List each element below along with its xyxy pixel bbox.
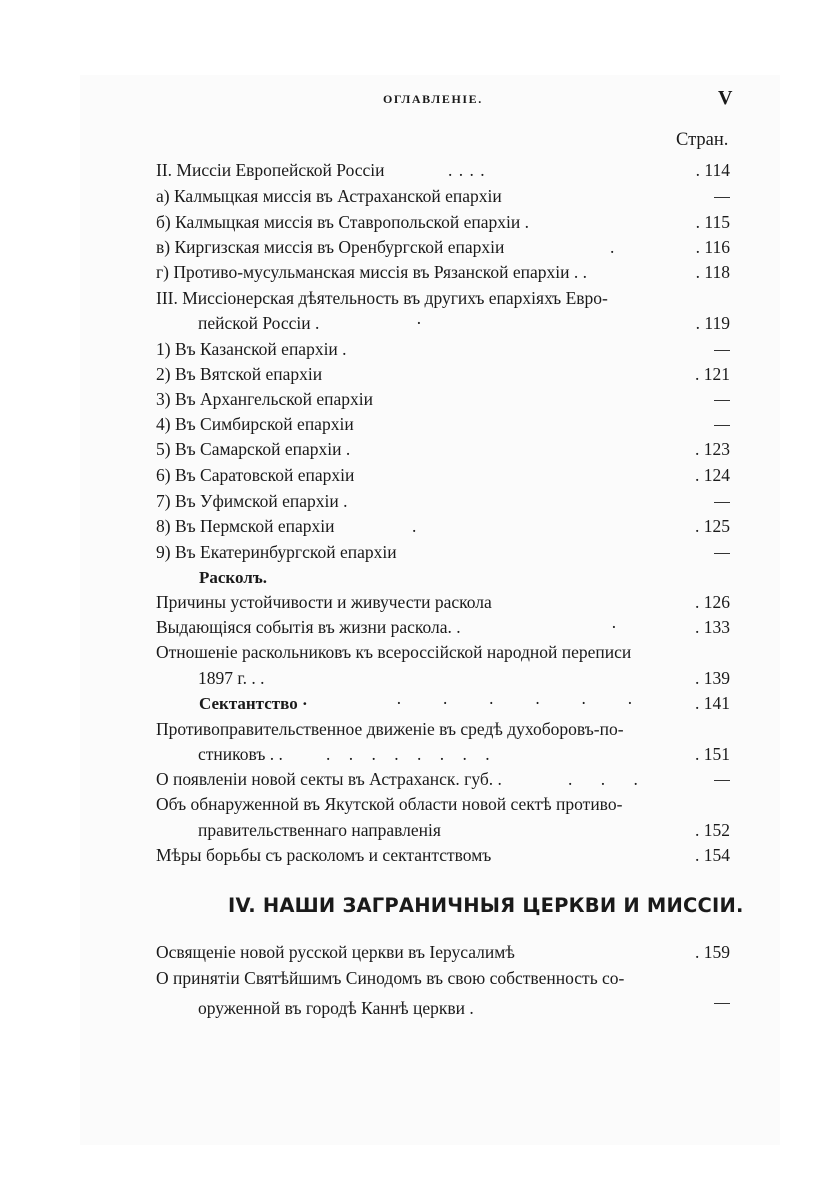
toc-entry — [156, 337, 730, 362]
toc-entry — [156, 742, 730, 767]
ditto-dash — [714, 350, 730, 351]
toc-entry — [156, 463, 730, 488]
toc-entry-text: 9) Въ Екатеринбургской епархіи — [156, 542, 397, 562]
toc-entry-text: оруженной въ городѣ Каннѣ церкви . — [198, 998, 474, 1018]
toc-entry-text: правительственнаго направленія — [198, 820, 441, 840]
toc-entry-page: . 114 — [695, 160, 730, 180]
toc-entry — [156, 286, 730, 311]
toc-entry-ditto — [714, 540, 730, 565]
toc-entry-text: 3) Въ Архангельской епархіи — [156, 389, 374, 409]
toc-entry — [156, 792, 730, 817]
subsection-heading-text: Сектантство · — [199, 694, 308, 713]
toc-entry-text: III. Миссіонерская дѣятельность въ другихъ епархіяхъ Евро- — [156, 288, 608, 308]
toc-entry-ditto — [714, 184, 730, 209]
toc-entry-text: О появленіи новой секты въ Астраханск. губ. . — [156, 769, 502, 789]
toc-entry-text: 7) Въ Уфимской епархіи . — [156, 491, 348, 511]
toc-entry-page: . 141 — [695, 693, 730, 713]
toc-entry-page: . 119 — [695, 313, 730, 333]
toc-entry — [156, 640, 730, 665]
toc-entry — [156, 184, 730, 209]
toc-leader-dots: · — [416, 313, 423, 333]
toc-leader-dots: . . . — [568, 769, 639, 789]
ditto-dash — [714, 197, 730, 198]
page-column-label: Стран. — [676, 130, 729, 150]
toc-entry — [156, 489, 730, 514]
toc-entry-text: а) Калмыцкая миссія въ Астраханской епархіи — [156, 186, 502, 206]
toc-entry-text: 6) Въ Саратовской епархіи — [156, 465, 355, 485]
toc-entry — [156, 767, 730, 792]
toc-leader-dots: . — [412, 516, 418, 536]
subsection-heading-text: Расколъ. — [199, 568, 267, 587]
toc-entry-text: г) Противо-мусульманская миссія въ Рязанской епархіи . . — [156, 262, 588, 282]
toc-entry-page: . 159 — [695, 942, 730, 962]
subsection-heading — [156, 565, 730, 590]
toc-entry-text: Выдающіяся событія въ жизни раскола. . — [156, 617, 461, 637]
section-title: IV. НАШИ ЗАГРАНИЧНЫЯ ЦЕРКВИ И МИССІИ. — [228, 894, 744, 917]
toc-entry — [156, 717, 730, 742]
toc-entry-page: . 126 — [695, 592, 730, 612]
toc-entry-text: Противоправительственное движеніе въ средѣ духоборовъ-по- — [156, 719, 624, 739]
toc-entry — [156, 940, 730, 965]
toc-entry — [156, 387, 730, 412]
toc-entry-text: пейской Россіи . — [198, 313, 320, 333]
toc-entry-page: . 125 — [695, 516, 730, 536]
ditto-dash — [714, 1003, 730, 1004]
toc-entry-page: . 151 — [695, 744, 730, 764]
toc-entry-text: в) Киргизская миссія въ Оренбургской епархіи — [156, 237, 505, 257]
toc-entry-text: 4) Въ Симбирской епархіи — [156, 414, 354, 434]
toc-entry — [156, 540, 730, 565]
toc-entry-ditto — [714, 412, 730, 437]
toc-entry-text: 8) Въ Пермской епархіи — [156, 516, 335, 536]
toc-entry-text: Причины устойчивости и живучести раскола — [156, 592, 492, 612]
toc-entry-text: стниковъ . . — [198, 744, 283, 764]
ditto-dash — [714, 400, 730, 401]
toc-entry-page: . 152 — [695, 820, 730, 840]
toc-entry-page: . 133 — [695, 617, 730, 637]
toc-entry-text: Объ обнаруженной въ Якутской области новой сектѣ противо- — [156, 794, 623, 814]
toc-entry — [156, 996, 730, 1021]
toc-entry-ditto — [714, 387, 730, 412]
toc-entry — [156, 260, 730, 285]
toc-entry — [156, 158, 730, 183]
toc-entry — [156, 235, 730, 260]
toc-entry — [156, 311, 730, 336]
toc-entry — [156, 514, 730, 539]
toc-entry-text: О принятіи Святѣйшимъ Синодомъ въ свою собственность со- — [156, 968, 625, 988]
toc-entry-ditto — [714, 337, 730, 362]
toc-entry-text: Мѣры борьбы съ расколомъ и сектантствомъ — [156, 845, 492, 865]
toc-entry — [156, 590, 730, 615]
toc-entry — [156, 666, 730, 691]
ditto-dash — [714, 502, 730, 503]
toc-entry — [156, 966, 730, 991]
toc-leader-dots: · · · · · · — [396, 693, 634, 713]
toc-entry-page: . 116 — [695, 237, 730, 257]
toc-entry — [156, 437, 730, 462]
toc-entry — [156, 412, 730, 437]
toc-leader-dots: . — [610, 237, 616, 257]
toc-entry-page: . 121 — [695, 364, 730, 384]
toc-entry-page: . 124 — [695, 465, 730, 485]
ditto-dash — [714, 553, 730, 554]
toc-entry-page: . 118 — [695, 262, 730, 282]
toc-entry — [156, 818, 730, 843]
toc-entry-ditto — [714, 990, 730, 1015]
toc-entry-page: . 154 — [695, 845, 730, 865]
ditto-dash — [714, 780, 730, 781]
toc-entry-text: 1) Въ Казанской епархіи . — [156, 339, 347, 359]
ditto-dash — [714, 425, 730, 426]
subsection-heading — [156, 691, 730, 716]
running-head — [0, 87, 840, 114]
page-number: V — [718, 87, 733, 109]
toc-entry-page: . 115 — [695, 212, 730, 232]
toc-entry-text: Отношеніе раскольниковъ къ всероссійской народной переписи — [156, 642, 632, 662]
running-title: ОГЛАВЛЕНІЕ. — [383, 92, 483, 106]
toc-entry-text: 5) Въ Самарской епархіи . — [156, 439, 351, 459]
toc-leader-dots: . . . . . . . . — [326, 744, 491, 764]
toc-entry-page: . 123 — [695, 439, 730, 459]
toc-entry-text: б) Калмыцкая миссія въ Ставропольской епархіи . — [156, 212, 530, 232]
toc-entry-text: Освященіе новой русской церкви въ Іерусалимѣ — [156, 942, 515, 962]
toc-entry — [156, 210, 730, 235]
toc-leader-dots: . . . . — [448, 160, 486, 180]
toc-entry-text: II. Миссіи Европейской Россіи — [156, 160, 385, 180]
toc-entry — [156, 843, 730, 868]
toc-leader-dots: · — [611, 617, 618, 637]
toc-entry-text: 2) Въ Вятской епархіи — [156, 364, 323, 384]
toc-entry-page: . 139 — [695, 668, 730, 688]
toc-entry-ditto — [714, 767, 730, 792]
toc-entry — [156, 362, 730, 387]
toc-entry-ditto — [714, 489, 730, 514]
toc-entry — [156, 615, 730, 640]
toc-entry-text: 1897 г. . . — [198, 668, 265, 688]
